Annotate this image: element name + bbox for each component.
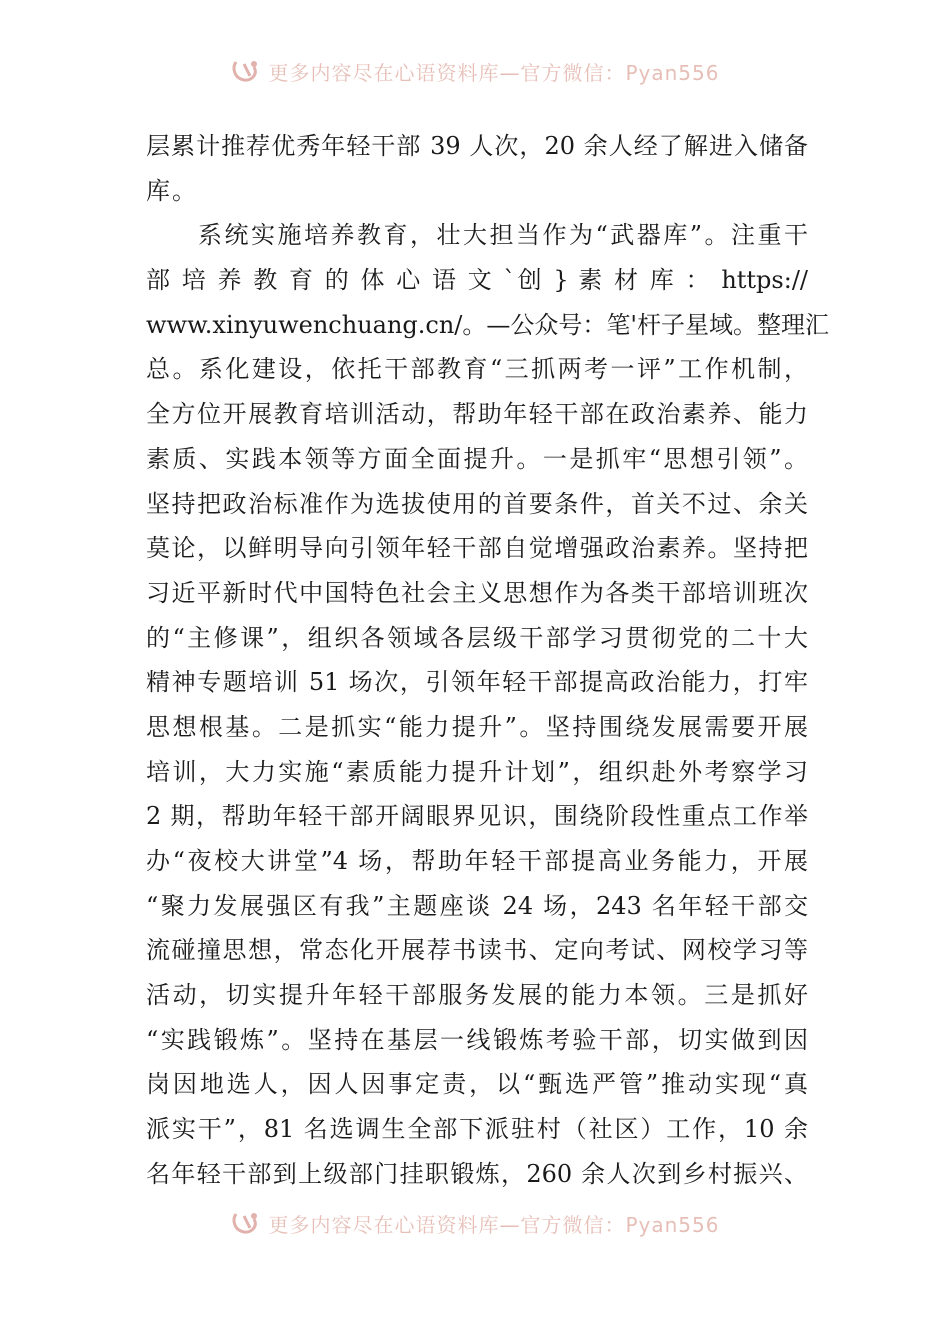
text-line: 库。 (146, 176, 198, 205)
text-line: 全方位开展教育培训活动，帮助年轻干部在政治素养、能力 (146, 400, 808, 429)
text-line: 岗因地选人，因人因事定责，以“甄选严管”推动实现“真 (146, 1070, 808, 1099)
text-line: “聚力发展强区有我”主题座谈 24 场，243 名年轻干部交 (146, 891, 808, 920)
text-line: 派实干”，81 名选调生全部下派驻村（社区）工作，10 余 (146, 1115, 808, 1144)
footer-watermark (0, 1208, 950, 1238)
brand-logo-icon (230, 58, 264, 84)
document-body (146, 124, 829, 1197)
text-line: www.xinyuwenchuang.cn/。—公众号：笔'杆子星域。整理汇 (146, 310, 829, 339)
watermark-text: 更多内容尽在心语资料库—官方微信：Pyan556 (268, 1212, 720, 1237)
text-line: 办“夜校大讲堂”4 场，帮助年轻干部提高业务能力，开展 (146, 847, 808, 875)
watermark-text: 更多内容尽在心语资料库—官方微信：Pyan556 (268, 60, 720, 85)
paragraph-first-line: 系统实施培养教育，壮大担当作为“武器库”。注重干 (198, 221, 808, 250)
text-line: “实践锻炼”。坚持在基层一线锻炼考验干部，切实做到因 (146, 1025, 808, 1054)
text-line: 流碰撞思想，常态化开展荐书读书、定向考试、网校学习等 (146, 936, 808, 965)
text-line: 部 培 养 教 育 的 体 心 语 文 `创 } 素 材 库 ： https:// (146, 266, 808, 295)
text-line: 总。系化建设，依托干部教育“三抓两考一评”工作机制， (146, 355, 808, 384)
text-line: 名年轻干部到上级部门挂职锻炼，260 余人次到乡村振兴、 (146, 1159, 808, 1188)
text-line: 层累计推荐优秀年轻干部 39 人次，20 余人经了解进入储备 (146, 132, 808, 160)
text-line: 思想根基。二是抓实“能力提升”。坚持围绕发展需要开展 (146, 712, 808, 741)
text-line: 精神专题培训 51 场次，引领年轻干部提高政治能力，打牢 (146, 668, 808, 697)
text-line: 2 期，帮助年轻干部开阔眼界见识，围绕阶段性重点工作举 (146, 802, 808, 831)
header-watermark (0, 56, 950, 86)
text-line: 的“主修课”，组织各领域各层级干部学习贯彻党的二十大 (146, 623, 808, 652)
text-line: 活动，切实提升年轻干部服务发展的能力本领。三是抓好 (146, 981, 808, 1010)
brand-logo-icon (230, 1210, 264, 1236)
text-line: 坚持把政治标准作为选拔使用的首要条件，首关不过、余关 (146, 489, 808, 518)
text-line: 习近平新时代中国特色社会主义思想作为各类干部培训班次 (146, 578, 808, 607)
text-line: 培训，大力实施“素质能力提升计划”，组织赴外考察学习 (146, 757, 808, 786)
text-line: 素质、实践本领等方面全面提升。一是抓牢“思想引领”。 (146, 444, 808, 473)
text-line: 莫论，以鲜明导向引领年轻干部自觉增强政治素养。坚持把 (146, 534, 808, 563)
